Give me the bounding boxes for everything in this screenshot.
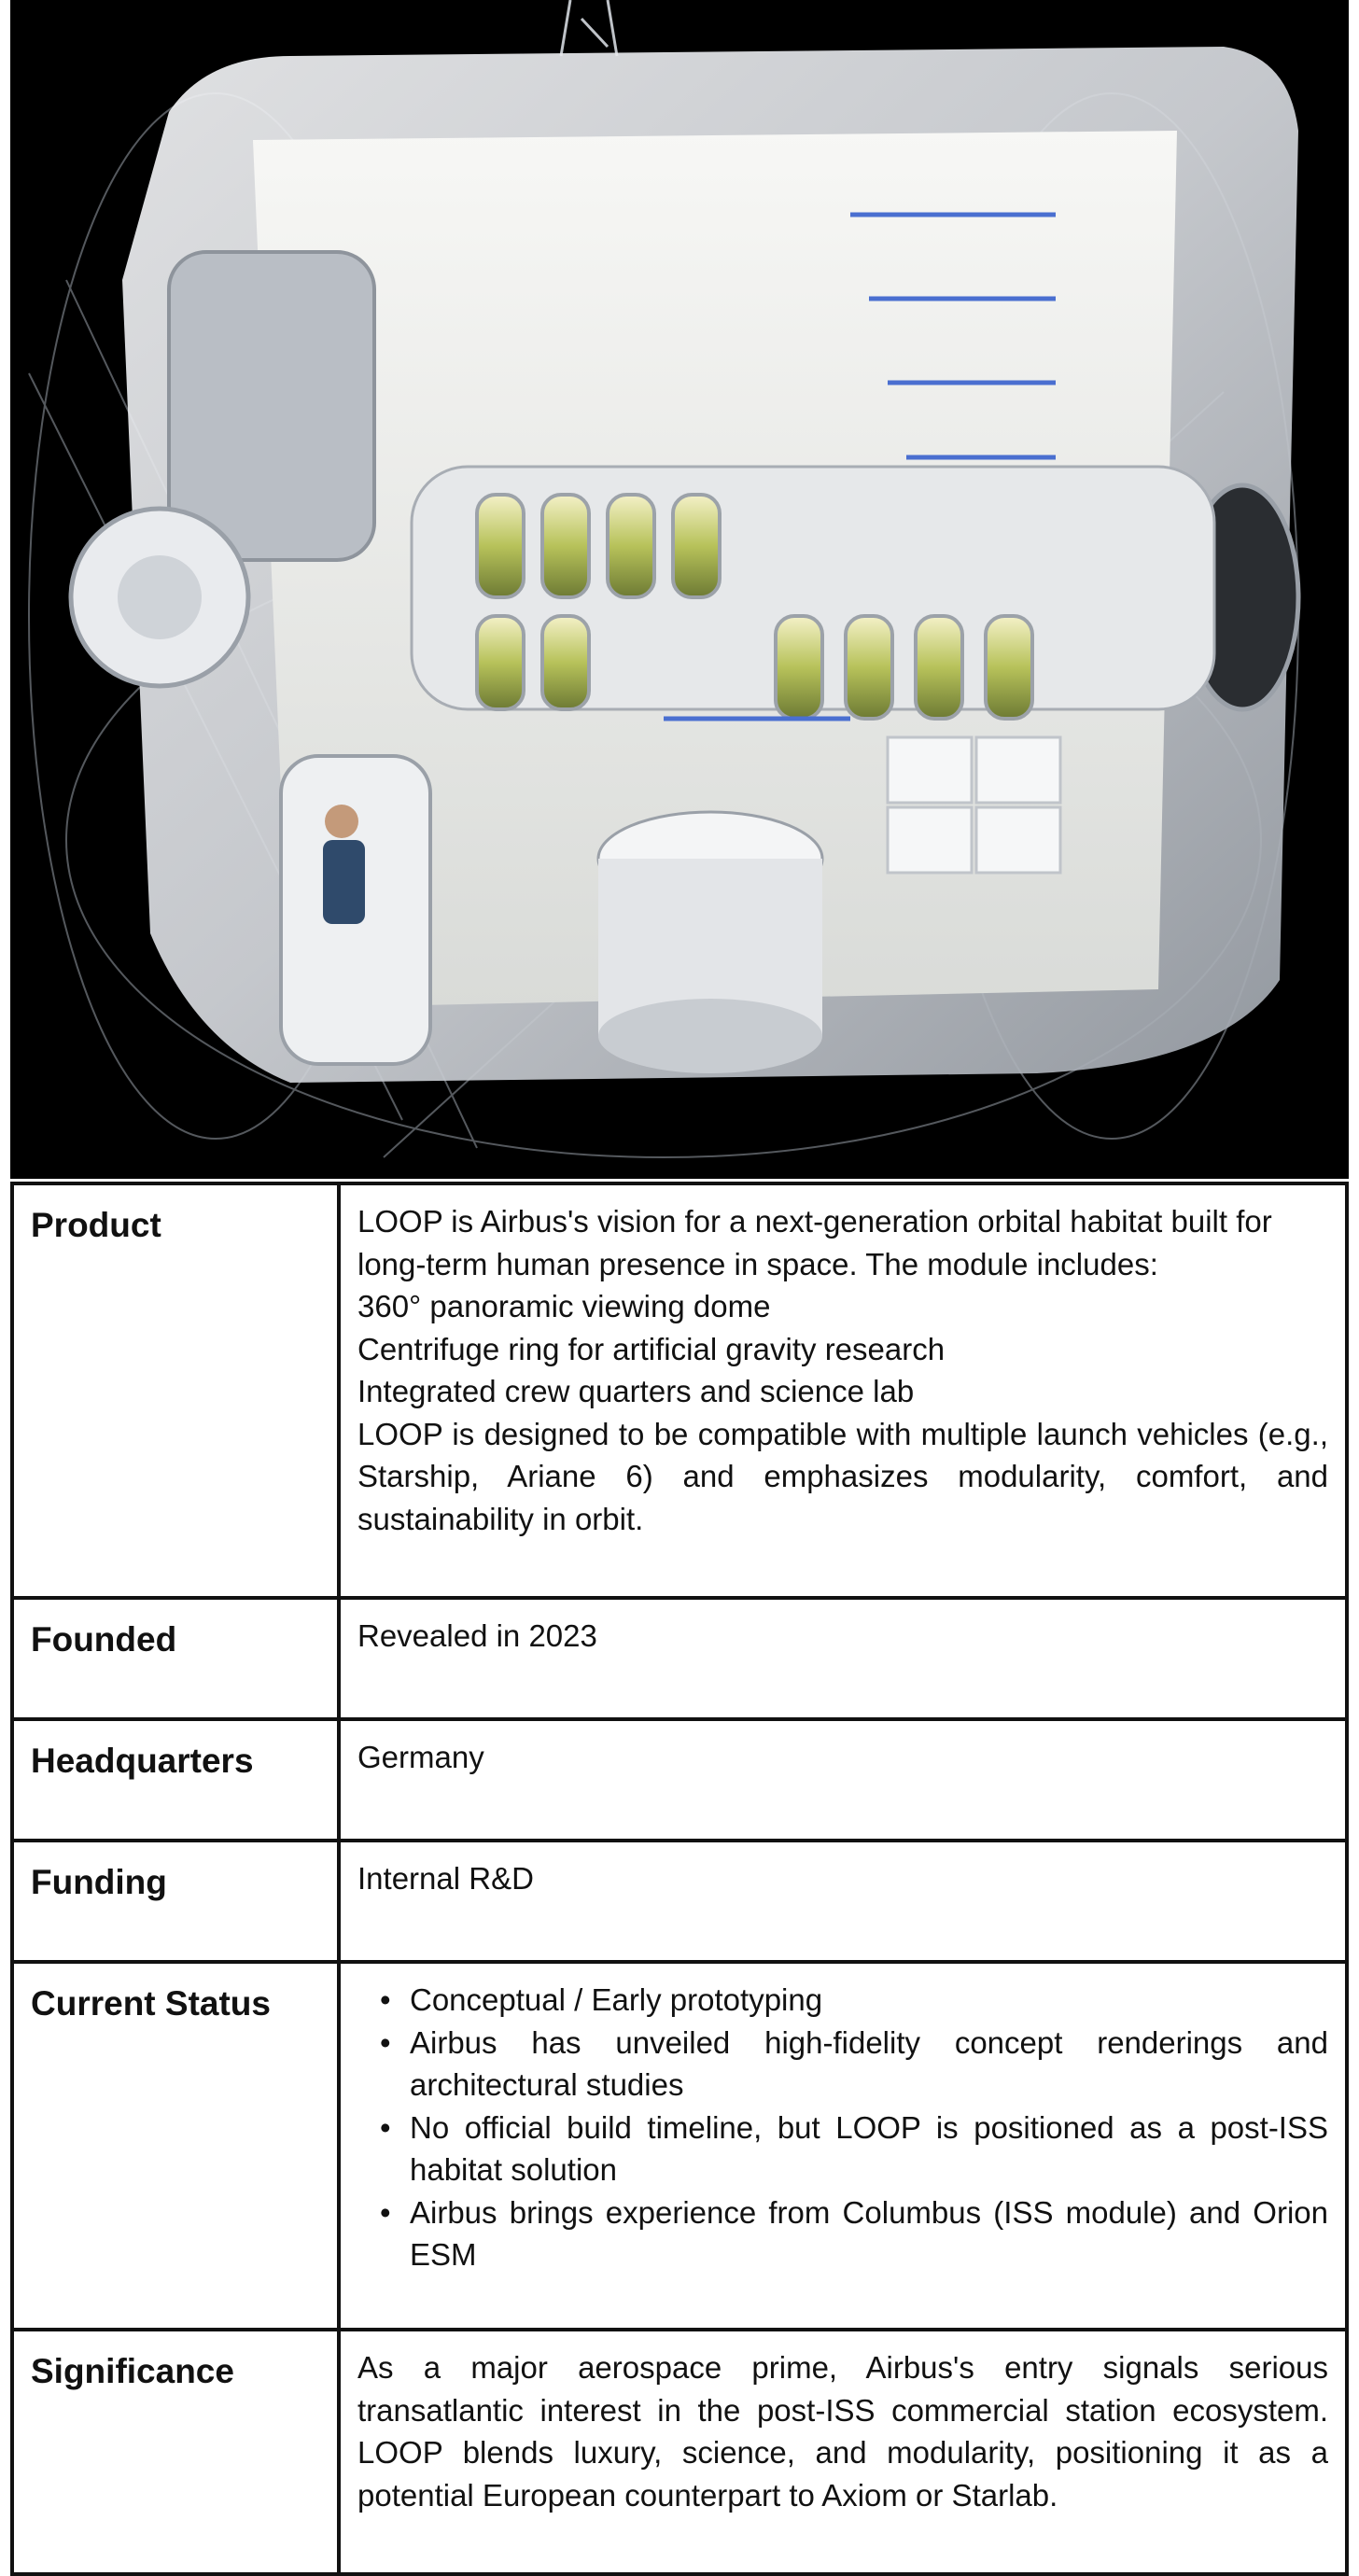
status-bullet: • Airbus brings experience from Columbus (ISS module) and Orion ESM [410, 2191, 1328, 2276]
table-row-headquarters [12, 1719, 1347, 1841]
row-value: Internal R&D [339, 1841, 1347, 1962]
table-row-founded [12, 1598, 1347, 1719]
info-table [10, 1182, 1349, 2576]
row-label: Founded [12, 1598, 339, 1719]
status-bullet: • Airbus has unveiled high-fidelity concept renderings and architectural studies [410, 2022, 1328, 2107]
row-label: Headquarters [12, 1719, 339, 1841]
row-label: Funding [12, 1841, 339, 1962]
row-label: Significance [12, 2330, 339, 2574]
row-value: As a major aerospace prime, Airbus's entry signals serious transatlantic interest in the post-ISS commercial station ecosystem. LOOP blends luxury, science, and modularity, positioning it as a potential European counterpart to Axiom or Starlab. [339, 2330, 1347, 2574]
row-value: Revealed in 2023 [339, 1598, 1347, 1719]
table-row-funding [12, 1841, 1347, 1962]
product-description [339, 1183, 1347, 1598]
table-row-product [12, 1183, 1347, 1598]
description-line: LOOP is designed to be compatible with multiple launch vehicles (e.g., Starship, Ariane 6) and emphasizes modularity, comfort, and sustainability in orbit. [357, 1416, 1328, 1536]
description-line: long-term human presence in space. The module includes: [357, 1246, 1158, 1281]
description-line: LOOP is Airbus's vision for a next-generation orbital habitat built for [357, 1204, 1272, 1239]
status-bullet: • Conceptual / Early prototyping [410, 1979, 1328, 2022]
status-list-cell [339, 1962, 1347, 2330]
row-value: Germany [339, 1719, 1347, 1841]
habitat-render-image [10, 0, 1349, 1179]
status-bullet-list [357, 1979, 1328, 2276]
status-bullet: • No official build timeline, but LOOP is positioned as a post-ISS habitat solution [410, 2107, 1328, 2191]
table-row-current-status [12, 1962, 1347, 2330]
feature-line: 360° panoramic viewing dome [357, 1289, 771, 1323]
feature-line: Centrifuge ring for artificial gravity research [357, 1331, 946, 1366]
row-label: Product [12, 1183, 339, 1598]
feature-line: Integrated crew quarters and science lab [357, 1374, 915, 1408]
table-row-significance [12, 2330, 1347, 2574]
row-label: Current Status [12, 1962, 339, 2330]
